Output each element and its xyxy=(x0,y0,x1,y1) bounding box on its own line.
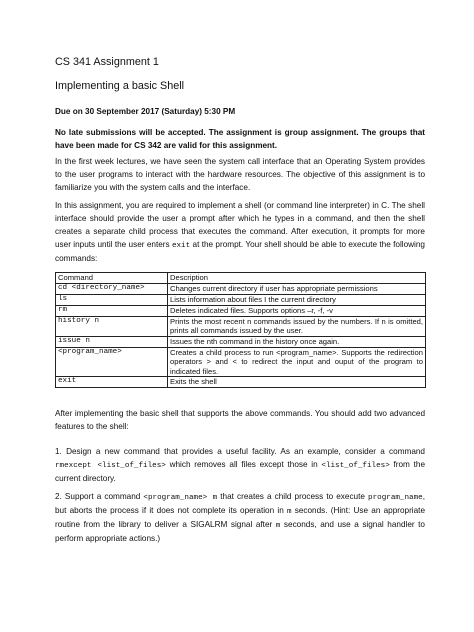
command-cell: cd <directory_name> xyxy=(56,284,168,295)
feature-2-code-1: <program_name> m xyxy=(143,494,218,502)
table-row xyxy=(56,306,426,317)
command-cell: rm xyxy=(56,306,168,317)
due-date: Due on 30 September 2017 (Saturday) 5:30 PM xyxy=(55,107,236,116)
commands-table xyxy=(55,272,426,388)
command-cell: ls xyxy=(56,295,168,306)
table-row xyxy=(56,284,426,295)
description-cell: Deletes indicated files. Supports options –r, -f, -v xyxy=(168,306,426,317)
task-text-2: at the prompt. Your shell should be able to execute the following commands: xyxy=(55,239,425,263)
feature-2-code-3: m xyxy=(286,507,292,516)
table-row xyxy=(56,377,426,388)
command-cell: exit xyxy=(56,377,168,388)
header-command: Command xyxy=(56,273,168,284)
table-header-row xyxy=(56,273,426,284)
header-description: Description xyxy=(168,273,426,284)
feature-2-text-e: seconds, and use a signal handler to perform appropriate actions.) xyxy=(55,519,425,543)
assignment-title: CS 341 Assignment 1 xyxy=(55,56,159,68)
feature-2-text-d: seconds. (Hint: Use an appropriate routine from the library to deliver a SIGALRM signal after xyxy=(55,505,426,529)
description-cell: Exits the shell xyxy=(168,377,426,388)
feature-2-text-a: 2. Support a command xyxy=(55,492,144,501)
feature-2-code-4: m xyxy=(275,521,281,530)
description-cell: Creates a child process to run <program_name>. Supports the redirection operators > and < to redirect the input and ouput of the program to indicated files. xyxy=(168,347,426,376)
feature-2-code-2: program_name xyxy=(368,494,423,502)
feature-2 xyxy=(55,491,425,546)
command-cell: issue n xyxy=(56,336,168,347)
task-text-1: In this assignment, you are required to implement a shell (or command line interpreter) in C. The shell interface should provide the user a prompt after which he types in a command, and then the shell creates a separate child process that executes the command. After execution, it prompts for more user inputs until the user enters xyxy=(55,201,425,249)
table-row xyxy=(56,295,426,306)
feature-1-text-c: from the current directory. xyxy=(55,459,425,483)
feature-1-text-a: 1. Design a new command that provides a useful facility. As an example, consider a command xyxy=(55,447,425,456)
task-paragraph xyxy=(55,200,425,266)
command-cell: <program_name> xyxy=(56,347,168,376)
table-row xyxy=(56,336,426,347)
description-cell: Issues the nth command in the history once again. xyxy=(168,336,426,347)
commands-table-wrap xyxy=(55,272,425,388)
description-cell: Lists information about files I the current directory xyxy=(168,295,426,306)
description-cell: Prints the most recent n commands issued by the numbers. If n is omitted, prints all commands issued by the user. xyxy=(168,317,426,337)
intro-paragraph: In the first week lectures, we have seen the system call interface that an Operating System provides to the user programs to interact with the hardware resources. The objective of this assignment is to familiarize you with the system calls and the interface. xyxy=(55,157,425,192)
table-row xyxy=(56,317,426,337)
exit-code: exit xyxy=(171,241,191,250)
feature-1-code-1: rmexcept <list_of_files> xyxy=(55,461,166,470)
description-cell: Changes current directory if user has appropriate permissions xyxy=(168,284,426,295)
feature-2-text-c: , but aborts the process if it does not complete its operation in xyxy=(55,492,425,515)
feature-1 xyxy=(55,446,425,486)
policy-paragraph: No late submissions will be accepted. The assignment is group assignment. The groups that have been made for CS 342 are valid for this assignment. xyxy=(55,128,425,150)
assignment-subtitle: Implementing a basic Shell xyxy=(55,80,185,92)
features-intro: After implementing the basic shell that supports the above commands. You should add two advanced features to the shell: xyxy=(55,409,425,431)
command-cell: history n xyxy=(56,317,168,337)
table-row xyxy=(56,347,426,376)
feature-1-code-2: <list_of_files> xyxy=(321,461,390,470)
feature-2-text-b: that creates a child process to execute xyxy=(217,492,369,501)
feature-1-text-b: which removes all files except those in xyxy=(165,459,322,469)
